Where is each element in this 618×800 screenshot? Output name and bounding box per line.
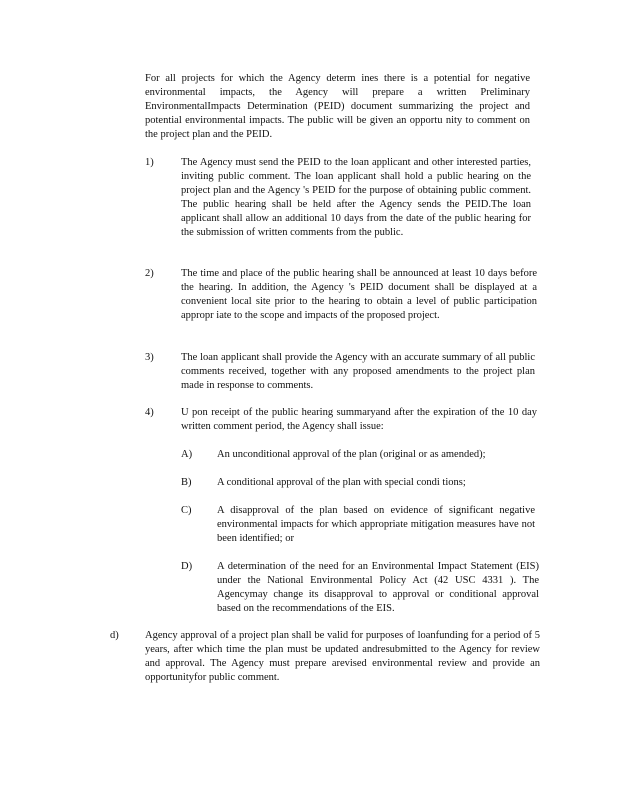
item-3-text: The loan applicant shall provide the Agency with an accurate summary of all public comments received, together with any proposed amendments to the project plan made in response to comments. <box>181 352 535 391</box>
item-4-text: U pon receipt of the public hearing summaryand after the expiration of the 10 day written comment period, the Agency shall issue: <box>181 407 537 432</box>
item-1-marker: 1) <box>145 157 154 168</box>
item-2-marker: 2) <box>145 268 154 279</box>
item-4-marker: 4) <box>145 407 154 418</box>
item-1-text: The Agency must send the PEID to the loan applicant and other interested parties, inviting public comment. The loan applicant shall hold a public hearing on the project plan and the Agency 's PEID for the purpose of obtaining public comment. The public hearing shall be held after the Agency sends the PEID.The loan applicant shall allow an additional 10 days from the date of the public hearing for the submission of written comments from the public. <box>181 157 531 238</box>
subitem-b-marker: B) <box>181 477 192 488</box>
subitem-c-marker: C) <box>181 505 192 516</box>
subitem-d-text: A determination of the need for an Environmental Impact Statement (EIS) under the National Environmental Policy Act (42 USC 4331 ). The Agencymay change its disapproval to approval or conditional approval based on the recommendations of the EIS. <box>217 561 539 614</box>
subitem-a-marker: A) <box>181 449 193 460</box>
intro-paragraph: For all projects for which the Agency determ ines there is a potential for negative environmental impacts, the Agency will prepare a written Preliminary EnvironmentalImpacts Determination (PEID) document summarizing the project and potential environmental impacts. The public will be given an opportu nity to comment on the project plan and the PEID. <box>145 73 530 140</box>
subitem-c-text: A disapproval of the plan based on evidence of significant negative environmental impacts for which appropriate mitigation measures have not been identified; or <box>217 505 535 544</box>
subitem-b-text: A conditional approval of the plan with special condi tions; <box>217 477 466 488</box>
subitem-d-marker: D) <box>181 561 193 572</box>
item-3-marker: 3) <box>145 352 154 363</box>
section-d-text: Agency approval of a project plan shall be valid for purposes of loanfunding for a period of 5 years, after which time the plan must be updated andresubmitted to the Agency for review and approval. The Agency must prepare arevised environmental review and provide an opportunityfor public comment. <box>145 630 540 683</box>
subitem-a-text: An unconditional approval of the plan (original or as amended); <box>217 449 486 460</box>
item-2-text: The time and place of the public hearing shall be announced at least 10 days before the hearing. In addition, the Agency 's PEID document shall be displayed at a convenient local site prior to the hearing to obtain a level of public participation appropr iate to the scope and impacts of the proposed project. <box>181 268 537 321</box>
section-d-marker: d) <box>110 630 119 641</box>
